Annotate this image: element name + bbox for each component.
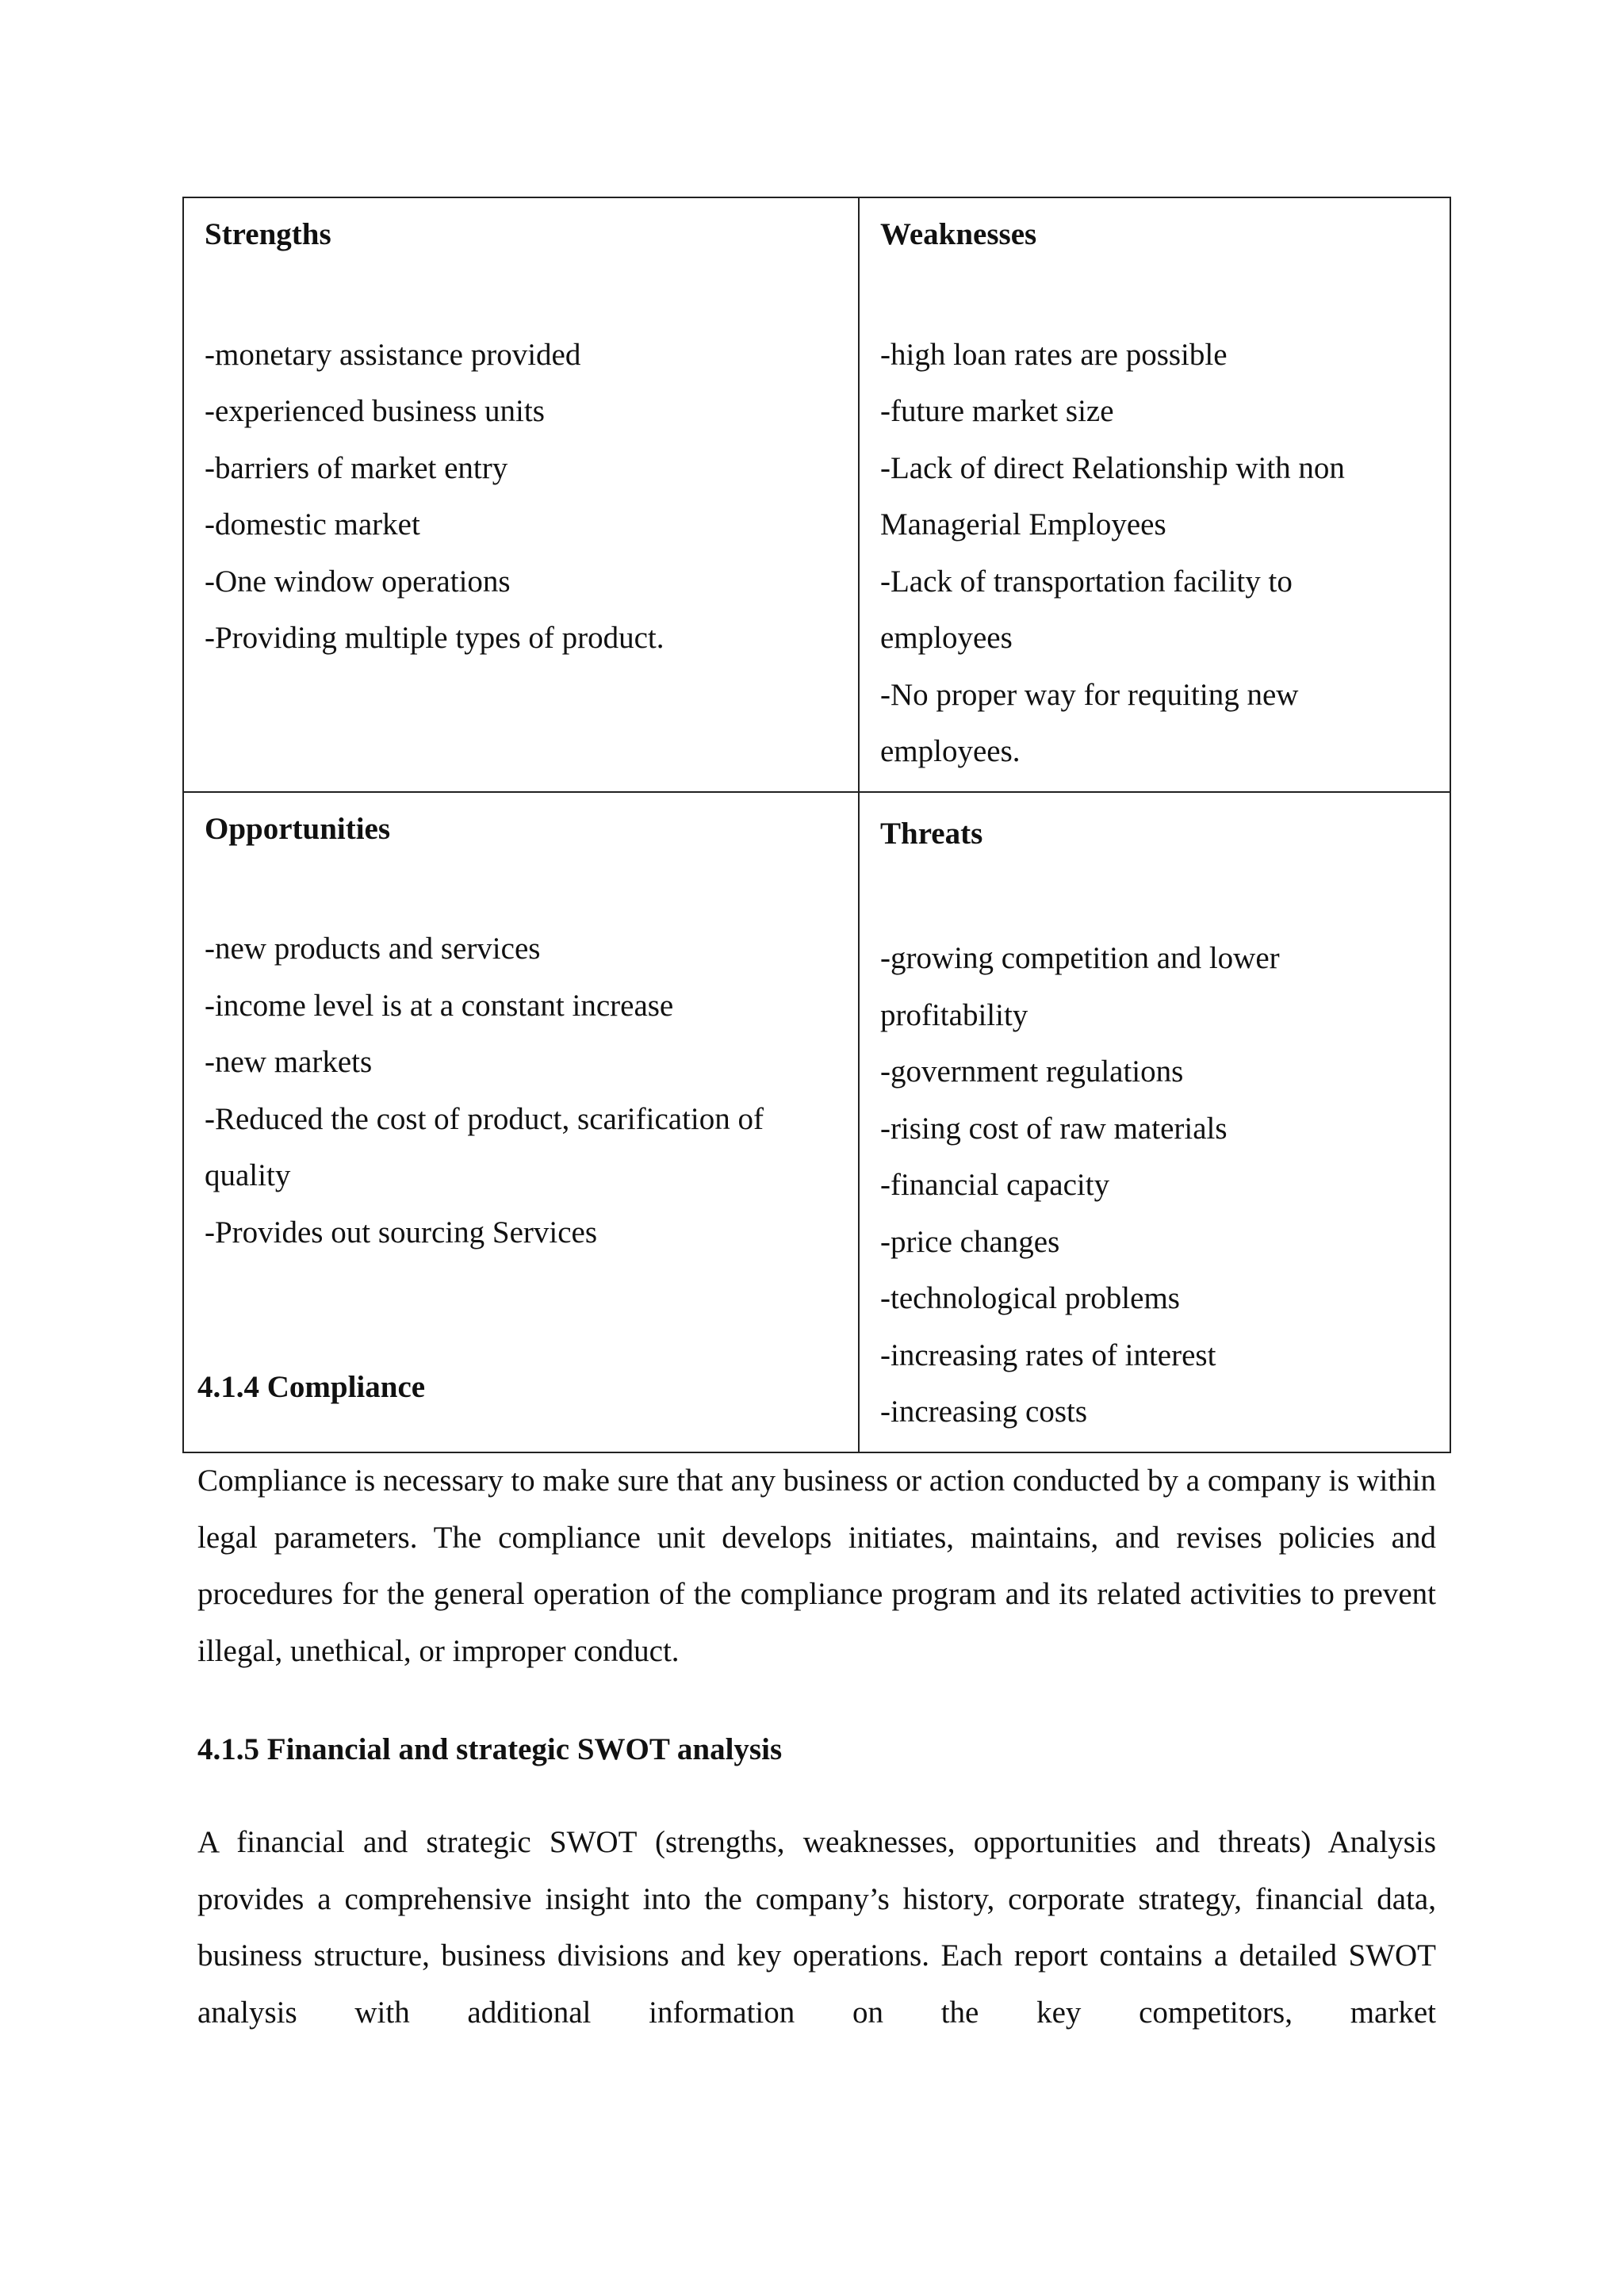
opportunities-cell	[183, 792, 859, 1452]
weaknesses-item: -future market size	[880, 394, 1114, 428]
strengths-item: -domestic market	[205, 507, 420, 541]
weaknesses-item: -Lack of direct Relationship with non Managerial Employees	[880, 450, 1345, 541]
opportunities-item: -income level is at a constant increase	[205, 988, 674, 1023]
opportunities-item: -Provides out sourcing Services	[205, 1215, 598, 1249]
threats-item: -increasing rates of interest	[880, 1337, 1216, 1372]
strengths-item: -experienced business units	[205, 394, 545, 428]
weaknesses-title: Weaknesses	[880, 217, 1037, 251]
compliance-heading: 4.1.4 Compliance	[197, 1370, 426, 1404]
strengths-item: -monetary assistance provided	[205, 337, 581, 372]
weaknesses-item: -high loan rates are possible	[880, 337, 1228, 372]
strengths-item: -Providing multiple types of product.	[205, 621, 665, 655]
threats-item: -technological problems	[880, 1281, 1180, 1315]
threats-title: Threats	[880, 816, 983, 851]
threats-item: -growing competition and lower profitability	[880, 941, 1280, 1032]
threats-item: -price changes	[880, 1224, 1060, 1259]
swot-table	[182, 197, 1451, 1453]
strengths-item: -barriers of market entry	[205, 450, 508, 485]
swot-row-top	[183, 197, 1450, 792]
threats-item: -increasing costs	[880, 1395, 1088, 1429]
weaknesses-item: -Lack of transportation facility to employees	[880, 564, 1293, 655]
threats-item: -rising cost of raw materials	[880, 1111, 1228, 1146]
opportunities-item: -Reduced the cost of product, scarification of quality	[205, 1101, 764, 1192]
opportunities-item: -new markets	[205, 1045, 373, 1079]
strengths-title: Strengths	[205, 217, 331, 251]
threats-item: -financial capacity	[880, 1168, 1110, 1202]
swot-row-bottom	[183, 792, 1450, 1452]
threats-cell	[859, 792, 1450, 1452]
weaknesses-item: -No proper way for requiting new employees.	[880, 677, 1299, 768]
compliance-paragraph: Compliance is necessary to make sure that any business or action conducted by a company is within legal parameters. The compliance unit develops initiates, maintains, and revises policies and procedures for the general operation of the compliance program and its related activities to prevent illegal, unethical, or improper conduct.	[197, 1464, 1436, 1668]
swot-analysis-paragraph: A financial and strategic SWOT (strengths, weaknesses, opportunities and threats) Analysis provides a comprehensive insight into the company’s history, corporate strategy, financial data, business structure, business divisions and key operations. Each report contains a detailed SWOT analysis with additional information on the key competitors, market	[197, 1825, 1436, 2030]
strengths-item: -One window operations	[205, 564, 511, 599]
threats-item: -government regulations	[880, 1054, 1184, 1089]
strengths-cell	[183, 197, 859, 792]
swot-analysis-heading: 4.1.5 Financial and strategic SWOT analysis	[197, 1732, 783, 1766]
opportunities-title: Opportunities	[205, 811, 391, 846]
opportunities-item: -new products and services	[205, 932, 541, 966]
weaknesses-cell	[859, 197, 1450, 792]
